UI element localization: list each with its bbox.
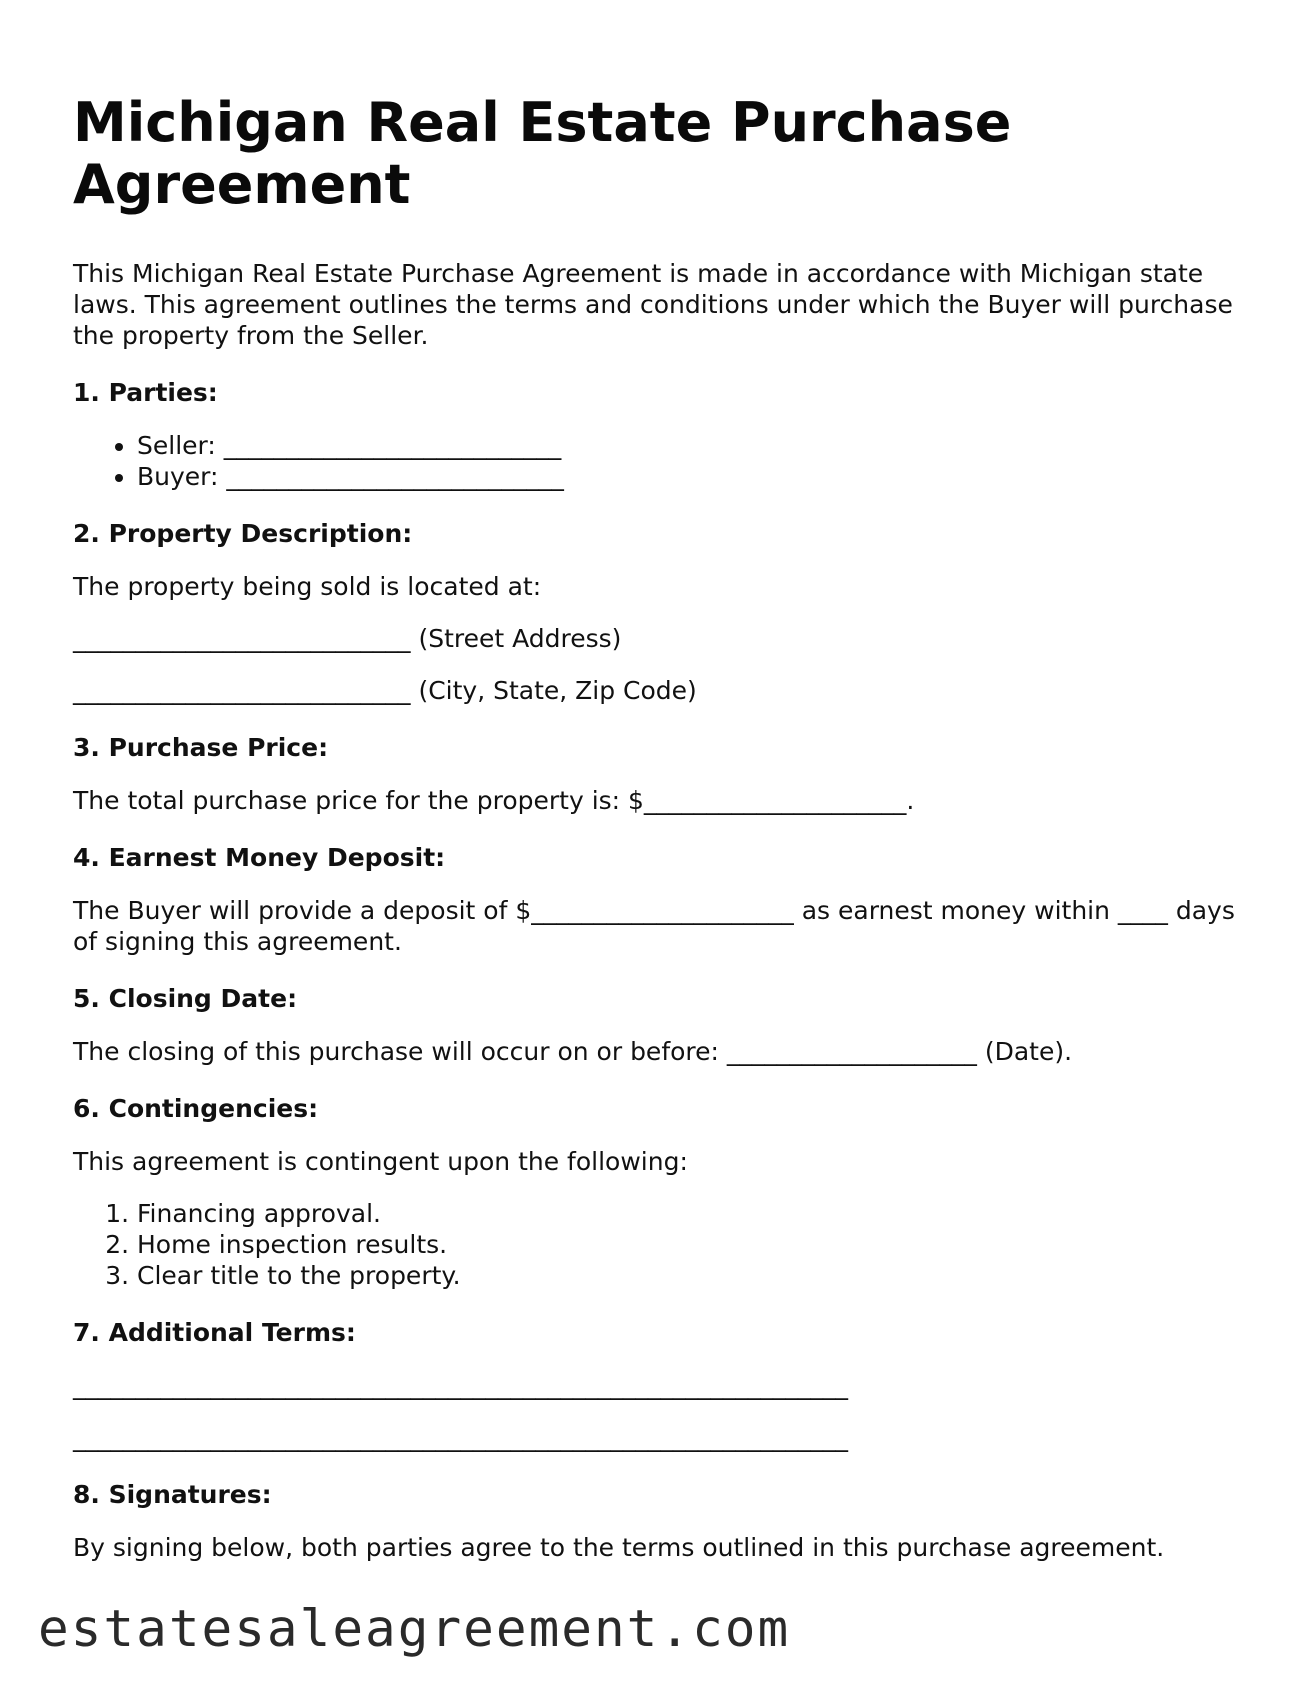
purchase-price-text: The total purchase price for the property is: $_____________________. bbox=[73, 786, 915, 815]
section-property bbox=[73, 518, 1253, 706]
section-closing-date bbox=[73, 983, 1253, 1067]
page-title: Michigan Real Estate Purchase Agreement bbox=[73, 91, 1012, 216]
list-item: 1. Financing approval. bbox=[137, 1198, 1253, 1229]
contingencies-list bbox=[73, 1198, 1253, 1291]
section-heading: 2. Property Description: bbox=[73, 519, 413, 548]
deposit-text: The Buyer will provide a deposit of $_____________________ as earnest money within ____ days of signing this agreement. bbox=[73, 896, 1235, 956]
additional-terms-line: ______________________________________________________________ bbox=[73, 1423, 848, 1452]
section-purchase-price bbox=[73, 732, 1253, 816]
section-signatures bbox=[73, 1479, 1253, 1563]
section-heading: 3. Purchase Price: bbox=[73, 733, 329, 762]
section-heading: 7. Additional Terms: bbox=[73, 1318, 356, 1347]
property-text: The property being sold is located at: bbox=[73, 572, 542, 601]
street-address-field: ___________________________ (Street Address) bbox=[73, 624, 622, 653]
section-heading: 8. Signatures: bbox=[73, 1480, 272, 1509]
section-parties bbox=[73, 377, 1253, 492]
section-heading: 6. Contingencies: bbox=[73, 1094, 319, 1123]
contingencies-text: This agreement is contingent upon the following: bbox=[73, 1147, 688, 1176]
section-additional-terms bbox=[73, 1317, 1253, 1453]
city-state-zip-field: ___________________________ (City, State, Zip Code) bbox=[73, 676, 697, 705]
section-heading: 5. Closing Date: bbox=[73, 984, 298, 1013]
signatures-text: By signing below, both parties agree to the terms outlined in this purchase agreement. bbox=[73, 1533, 1165, 1562]
section-contingencies bbox=[73, 1093, 1253, 1291]
section-heading: 4. Earnest Money Deposit: bbox=[73, 843, 446, 872]
seller-field: • Seller: ___________________________ bbox=[137, 430, 1253, 461]
watermark: estatesaleagreement.com bbox=[38, 1600, 791, 1659]
intro-paragraph: This Michigan Real Estate Purchase Agreement is made in accordance with Michigan state laws. This agreement outlines the terms and conditions under which the Buyer will purchase the property from the Seller. bbox=[73, 259, 1233, 350]
additional-terms-line: ______________________________________________________________ bbox=[73, 1371, 848, 1400]
buyer-field: • Buyer: ___________________________ bbox=[137, 461, 1253, 492]
list-item: 3. Clear title to the property. bbox=[137, 1260, 1253, 1291]
section-deposit bbox=[73, 842, 1253, 957]
parties-list bbox=[73, 430, 1253, 492]
section-heading: 1. Parties: bbox=[73, 378, 218, 407]
list-item: 2. Home inspection results. bbox=[137, 1229, 1253, 1260]
document-page bbox=[73, 92, 1253, 1563]
closing-text: The closing of this purchase will occur on or before: ____________________ (Date). bbox=[73, 1037, 1073, 1066]
